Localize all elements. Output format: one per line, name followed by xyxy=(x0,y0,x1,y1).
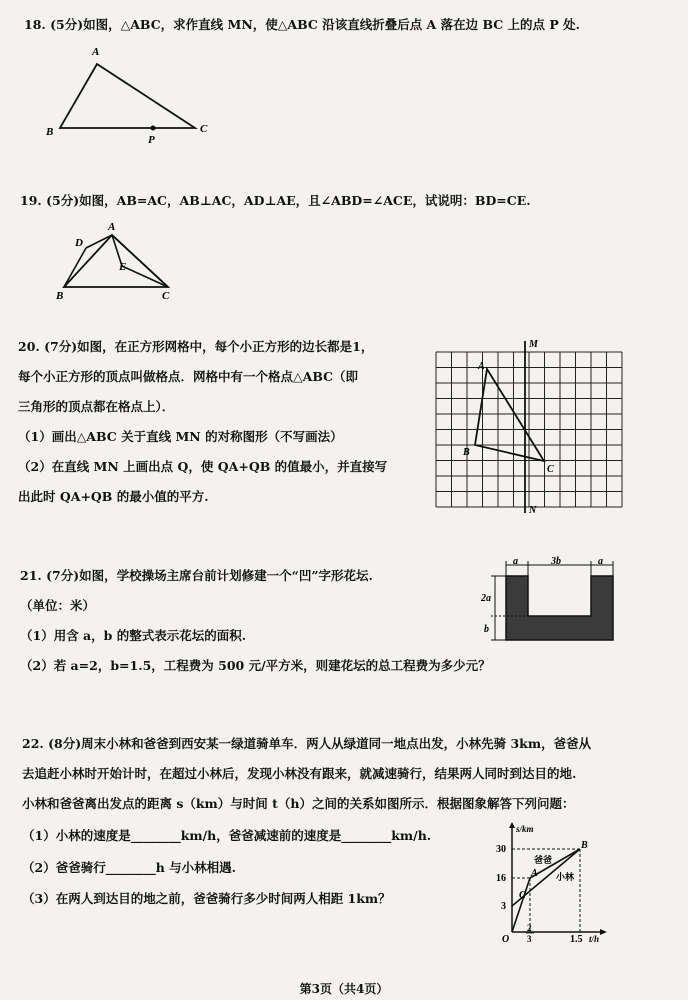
q20-line-4: （1）画出△ABC 关于直线 MN 的对称图形（不写画法） xyxy=(18,429,343,444)
q21-label-3b: 3b xyxy=(551,556,561,567)
q19-triangle-figure xyxy=(50,218,190,304)
q21-line-4: （2）若 a=2，b=1.5，工程费为 500 元/平方米，则建花坛的总工程费为多少元？ xyxy=(20,658,491,673)
q21-line-3: （1）用含 a，b 的整式表示花坛的面积. xyxy=(20,628,247,643)
q22-line-6: （3）在两人到达目的地之前，爸爸骑行多少时间两人相距 1km？ xyxy=(22,891,391,906)
q20-label-a: A xyxy=(478,361,485,372)
q22-x-tick-3: 3 xyxy=(527,934,532,944)
q20-line-2: 每个小正方形的顶点叫做格点．网格中有一个格点△ABC（即 xyxy=(18,369,359,384)
q20-line-3: 三角形的顶点都在格点上）． xyxy=(18,399,175,414)
q22-line-2: 去追赶小林时开始计时，在超过小林后，发现小林没有跟来，就减速骑行，结果两人同时到达目的地. xyxy=(22,766,577,781)
q22-x-tick-1-5: 1.5 xyxy=(570,934,583,945)
q18-text: 18. (5分)如图，△ABC，求作直线 MN，使△ABC 沿该直线折叠后点 A 落在边 BC 上的点 P 处. xyxy=(24,17,581,32)
q20-line-5: （2）在直线 MN 上画出点 Q，使 QA+QB 的值最小，并直接写 xyxy=(18,459,388,474)
q21-flowerbed-figure xyxy=(478,556,618,646)
q20-label-b: B xyxy=(463,447,470,458)
q19-label-e: E xyxy=(119,261,127,273)
q21-label-a-left: a xyxy=(513,556,518,567)
q21-label-a-right: a xyxy=(598,556,603,567)
q20-label-n: N xyxy=(529,505,537,516)
q22-x-tick-2: 2 xyxy=(527,923,532,933)
q22-graph-figure xyxy=(490,820,608,945)
q22-point-a: A xyxy=(531,868,538,879)
q19-label-b: B xyxy=(56,290,64,302)
q22-line-4: （1）小林的速度是________km/h，爸爸减速前的速度是________km/h. xyxy=(22,828,432,843)
page-footer: 第3页（共4页） xyxy=(299,982,389,996)
q20-label-c: C xyxy=(547,464,554,475)
q21-label-2a: 2a xyxy=(481,593,491,604)
q20-line-1: 20. (7分)如图，在正方形网格中，每个小正方形的边长都是1， xyxy=(18,339,374,354)
q22-line-5: （2）爸爸骑行________h 与小林相遇. xyxy=(22,860,236,875)
q21-line-1: 21. (7分)如图，学校操场主席台前计划修建一个“凹”字形花坛. xyxy=(20,568,373,583)
q20-label-m: M xyxy=(529,339,538,350)
q18-label-p: P xyxy=(148,134,155,146)
q19-label-c: C xyxy=(162,290,170,302)
q22-line-1: 22. (8分)周末小林和爸爸到西安某一绿道骑单车．两人从绿道同一地点出发，小林先骑 3km，爸爸从 xyxy=(22,736,592,751)
q22-series-dad: 爸爸 xyxy=(534,855,553,865)
q20-grid-figure xyxy=(430,335,630,520)
q22-y-tick-30: 30 xyxy=(496,844,506,855)
q20-line-6: 出此时 QA+QB 的最小值的平方. xyxy=(18,489,209,504)
q22-x-axis-label: t/h xyxy=(589,934,600,944)
q22-y-tick-3: 3 xyxy=(501,901,506,912)
q19-label-a: A xyxy=(108,221,116,233)
q22-y-axis-label: s/km xyxy=(516,824,534,834)
q18-label-c: C xyxy=(200,123,208,135)
q19-label-d: D xyxy=(75,237,83,249)
q18-triangle-figure xyxy=(40,40,230,150)
q22-x-tick-origin: O xyxy=(502,934,510,945)
q22-point-b: B xyxy=(581,840,588,851)
q22-point-c: C xyxy=(519,890,526,901)
q22-y-tick-16: 16 xyxy=(496,873,506,884)
q19-text: 19. (5分)如图，AB=AC，AB⊥AC，AD⊥AE，且∠ABD=∠ACE，试说明：BD=CE. xyxy=(20,193,531,208)
q22-line-3: 小林和爸爸离出发点的距离 s（km）与时间 t（h）之间的关系如图所示．根据图象解答下列问题： xyxy=(22,796,575,811)
q18-label-b: B xyxy=(46,126,54,138)
q18-label-a: A xyxy=(92,46,100,58)
q22-series-lin: 小林 xyxy=(556,872,575,882)
q21-label-b-side: b xyxy=(484,624,489,635)
q21-line-2: （单位：米） xyxy=(20,598,96,613)
